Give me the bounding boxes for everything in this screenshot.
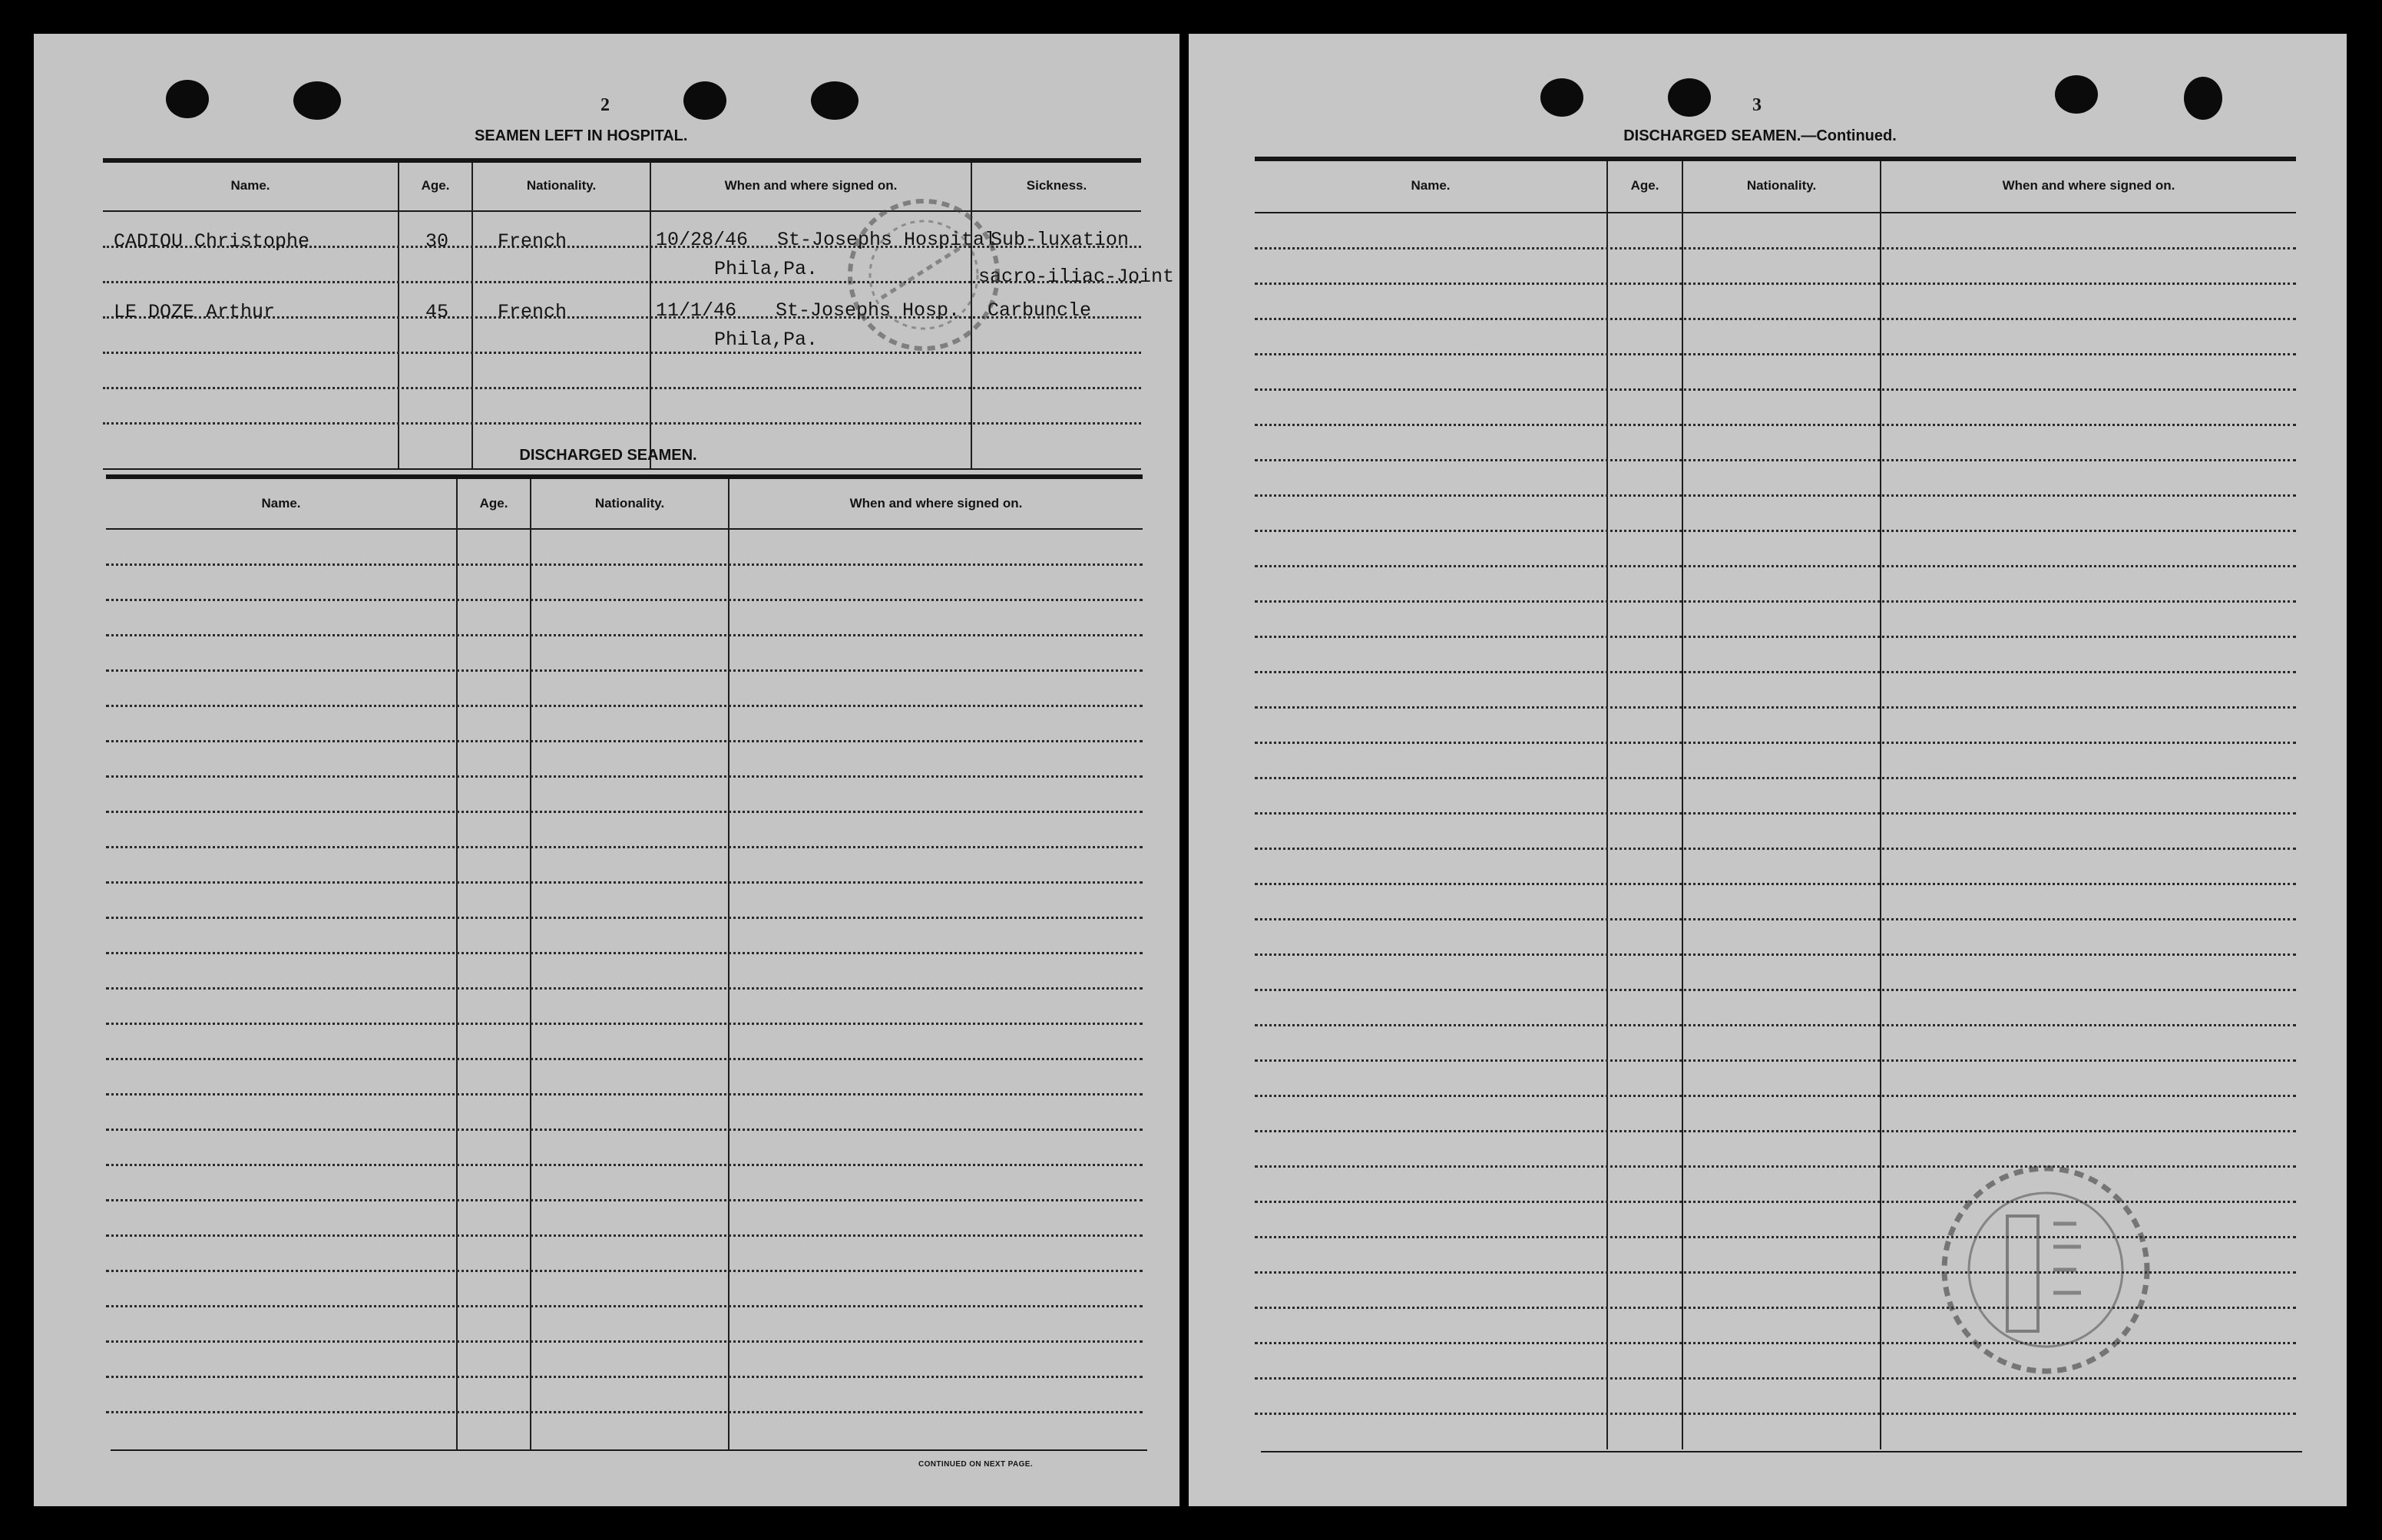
header-rule (106, 528, 1143, 530)
col-name: Name. (261, 496, 301, 511)
col-signed-on: When and where signed on. (724, 178, 898, 193)
ruled-line (106, 1305, 1143, 1307)
ruled-line (106, 1199, 1143, 1201)
ruled-line (106, 917, 1143, 919)
col-signed-on: When and where signed on. (849, 496, 1023, 511)
discharged-continued-title: DISCHARGED SEAMEN.—Continued. (1623, 127, 1897, 144)
ruled-line (106, 599, 1143, 601)
ruled-line (1255, 883, 2296, 885)
ruled-line (1255, 671, 2296, 673)
ruled-line (106, 563, 1143, 566)
hospital-row-age: 30 (425, 230, 449, 253)
hospital-row-place-city: Phila,Pa. (714, 329, 819, 351)
ruled-line (106, 1340, 1143, 1343)
ruled-line (1255, 1095, 2296, 1097)
col-age: Age. (421, 178, 450, 193)
col-name: Name. (1411, 178, 1451, 193)
page-number: 3 (1752, 95, 1762, 115)
ruled-line (106, 811, 1143, 813)
ruled-line (106, 846, 1143, 848)
hospital-section-title: SEAMEN LEFT IN HOSPITAL. (475, 127, 688, 144)
punch-hole (2184, 77, 2222, 120)
punch-hole (166, 80, 209, 118)
ruled-line (1255, 777, 2296, 779)
ruled-line (106, 1093, 1143, 1096)
ruled-line (1255, 848, 2296, 850)
ruled-line (1255, 989, 2296, 991)
ruled-line (1255, 353, 2296, 355)
hospital-row-name: LE DOZE Arthur (114, 301, 276, 323)
ruled-line (106, 1234, 1143, 1237)
continued-note: CONTINUED ON NEXT PAGE. (918, 1460, 1034, 1469)
col-name: Name. (230, 178, 270, 193)
col-age: Age. (1630, 178, 1659, 193)
ruled-line (106, 987, 1143, 990)
col-nationality: Nationality. (1746, 178, 1817, 193)
col-nationality: Nationality. (594, 496, 665, 511)
ruled-line (1255, 742, 2296, 744)
punch-hole (1668, 78, 1711, 117)
ruled-line (106, 952, 1143, 954)
hospital-row-nationality: French (498, 230, 567, 253)
ruled-line (106, 634, 1143, 636)
ruled-line (1255, 1413, 2296, 1415)
punch-hole (811, 81, 859, 120)
received-stamp (1900, 1155, 2192, 1385)
col-signed-on: When and where signed on. (2002, 178, 2175, 193)
ruled-line (1255, 1059, 2296, 1062)
ruled-line (106, 881, 1143, 884)
hospital-row-place-city: Phila,Pa. (714, 258, 819, 280)
ruled-line (1255, 459, 2296, 461)
punch-hole (1540, 78, 1583, 117)
discharged-section-title: DISCHARGED SEAMEN. (519, 447, 697, 464)
ruled-line (1255, 283, 2296, 285)
ruled-line (1255, 812, 2296, 815)
ruled-line (106, 669, 1143, 672)
hospital-row-age: 45 (425, 301, 449, 323)
ruled-line (1255, 1130, 2296, 1132)
ruled-line (1255, 706, 2296, 709)
ruled-line (106, 1270, 1143, 1272)
col-nationality: Nationality. (526, 178, 597, 193)
col-age: Age. (479, 496, 508, 511)
hospital-row-place: St-Josephs Hosp. (776, 299, 961, 322)
header-rule (1255, 212, 2296, 213)
hospital-row-name: CADIOU Christophe (114, 230, 310, 253)
consulate-stamp (835, 190, 1012, 359)
table-bottom-rule (103, 468, 1141, 470)
ruled-line (106, 1411, 1143, 1413)
hospital-row-sickness: Sub-luxation (991, 229, 1130, 251)
ruled-line (106, 775, 1143, 778)
ruled-line (106, 740, 1143, 742)
table-top-rule (103, 158, 1141, 163)
hospital-row-date: 10/28/46 (656, 229, 749, 251)
ruled-line (1255, 530, 2296, 532)
ruled-line (1255, 600, 2296, 603)
left-page (34, 34, 1179, 1506)
hospital-row-date: 11/1/46 (656, 299, 737, 322)
ruled-line (103, 422, 1141, 425)
hospital-row-sickness-detail: sacro-iliac-Joint (978, 266, 1175, 288)
ruled-line (106, 1058, 1143, 1060)
ruled-line (1255, 953, 2296, 956)
table-top-rule (1255, 157, 2296, 161)
ruled-line (1255, 918, 2296, 920)
col-sickness: Sickness. (1026, 178, 1087, 193)
ruled-line (1255, 318, 2296, 320)
page-number: 2 (600, 95, 610, 115)
ruled-line (106, 1164, 1143, 1166)
ruled-line (1255, 388, 2296, 391)
ruled-line (106, 705, 1143, 707)
ruled-line (1255, 1024, 2296, 1026)
ruled-line (103, 387, 1141, 389)
table-bottom-rule (111, 1449, 1147, 1451)
hospital-row-place: St-Josephs Hospital (777, 229, 997, 251)
ruled-line (1255, 247, 2296, 250)
right-page (1189, 34, 2347, 1506)
ruled-line (106, 1376, 1143, 1378)
table-bottom-rule (1261, 1451, 2302, 1452)
hospital-row-nationality: French (498, 301, 567, 323)
punch-hole (683, 81, 726, 120)
punch-hole (2055, 75, 2098, 114)
ruled-line (1255, 636, 2296, 638)
ruled-line (1255, 565, 2296, 567)
ruled-line (106, 1023, 1143, 1025)
hospital-row-sickness: Carbuncle (988, 299, 1092, 322)
ruled-line (1255, 494, 2296, 497)
punch-hole (293, 81, 341, 120)
ruled-line (106, 1129, 1143, 1131)
table-top-rule (106, 474, 1143, 479)
ruled-line (1255, 424, 2296, 426)
